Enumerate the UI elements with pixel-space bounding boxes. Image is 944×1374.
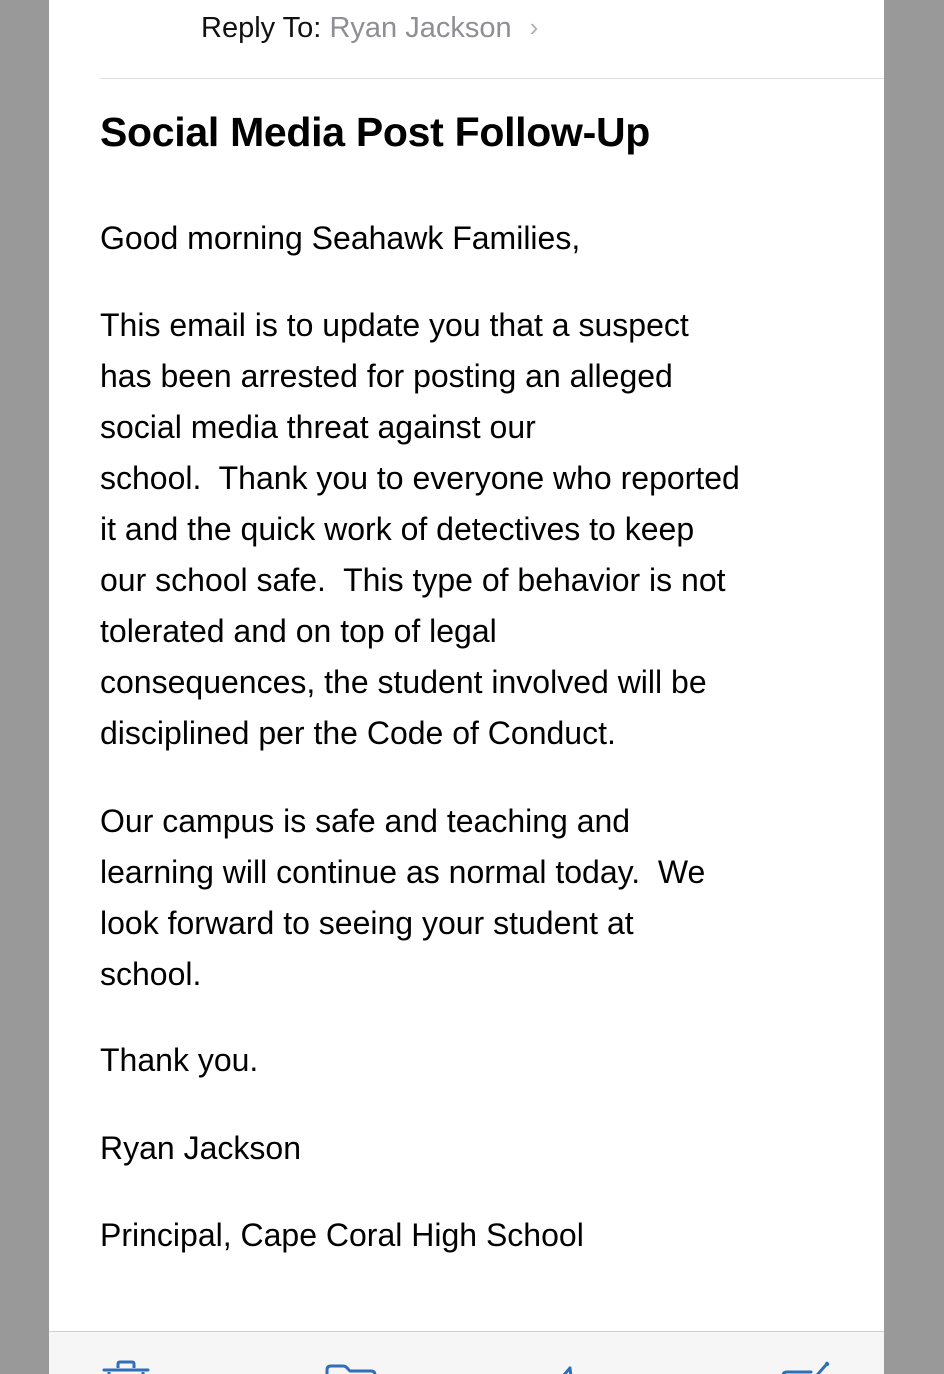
signature-title-text: Principal, Cape Coral High School [100, 1217, 584, 1253]
paragraph-line: it and the quick work of detectives to keep [100, 511, 695, 547]
move-to-folder-button[interactable] [323, 1360, 383, 1374]
signature-name [100, 1123, 860, 1174]
paragraph-line: disciplined per the Code of Conduct. [100, 715, 616, 751]
reply-to-label: Reply To: [201, 12, 322, 44]
greeting-text: Good morning Seahawk Families, [100, 220, 581, 256]
trash-icon [101, 1360, 151, 1374]
reply-to-row[interactable] [201, 8, 538, 47]
paragraph-line: Our campus is safe and teaching and [100, 803, 631, 839]
paragraph-line: look forward to seeing your student at [100, 905, 634, 941]
signature-name-text: Ryan Jackson [100, 1130, 301, 1166]
message-header [49, 0, 884, 79]
delete-button[interactable] [101, 1360, 161, 1374]
paragraph-line: This email is to update you that a suspect [100, 307, 689, 343]
header-divider [100, 78, 884, 79]
email-paragraph-campus [100, 796, 860, 1000]
email-subject: Social Media Post Follow-Up [100, 109, 651, 155]
bottom-toolbar [49, 1331, 884, 1374]
compose-button[interactable] [777, 1360, 837, 1374]
closing-text: Thank you. [100, 1042, 259, 1078]
paragraph-line: school. Thank you to everyone who reported [100, 460, 740, 496]
reply-button[interactable] [546, 1360, 606, 1374]
email-closing [100, 1035, 860, 1086]
reply-icon [546, 1360, 596, 1374]
folder-icon [323, 1360, 383, 1374]
email-paragraph-update [100, 300, 860, 759]
paragraph-line: has been arrested for posting an alleged [100, 358, 673, 394]
paragraph-line: tolerated and on top of legal [100, 613, 497, 649]
email-greeting [100, 213, 860, 264]
paragraph-line: learning will continue as normal today. We [100, 854, 706, 890]
mail-message-view [49, 0, 884, 1374]
paragraph-line: our school safe. This type of behavior is not [100, 562, 726, 598]
compose-icon [777, 1360, 837, 1374]
paragraph-line: consequences, the student involved will be [100, 664, 707, 700]
paragraph-line: social media threat against our [100, 409, 536, 445]
chevron-right-icon[interactable]: › [529, 12, 539, 42]
signature-title [100, 1210, 860, 1261]
reply-to-name[interactable]: Ryan Jackson [329, 12, 512, 44]
paragraph-line: school. [100, 956, 202, 992]
